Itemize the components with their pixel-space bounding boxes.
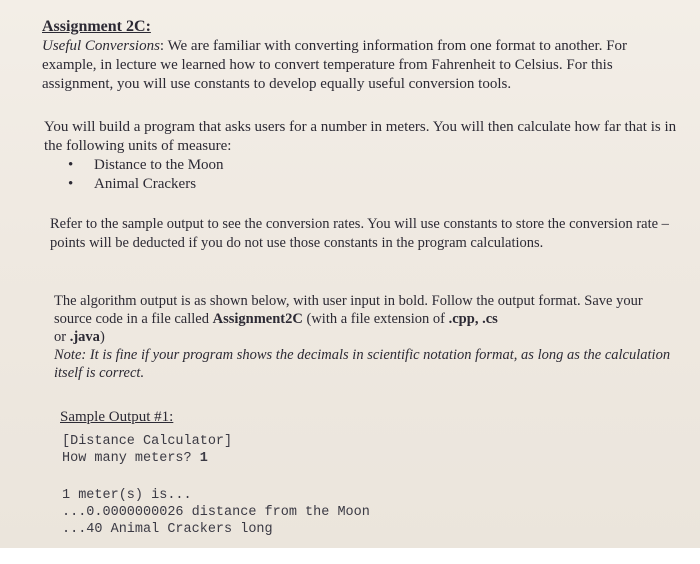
calculator-header: [Distance Calculator] — [62, 434, 233, 449]
intro-paragraph — [42, 37, 682, 94]
algorithm-text-2: (with a file extension of — [302, 311, 449, 327]
intro-text: : We are familiar with converting information from one format to another. For example, in lecture we learned how to convert temperature from Fahrenheit to Celsius. For this assignment, you will use constants to develop equally useful conversion tools. — [42, 38, 628, 92]
ext-java: .java — [69, 329, 100, 345]
ext-cpp: .cpp — [448, 311, 475, 327]
close-paren: ) — [99, 329, 105, 345]
crackers-line: ...40 Animal Crackers long — [62, 522, 273, 537]
meters-prompt: How many meters? — [62, 451, 200, 466]
list-item — [44, 156, 684, 175]
program-desc-text: You will build a program that asks users for a number in meters. You will then calculate how far that is in the following units of measure: — [44, 119, 677, 154]
algorithm-text-1: The algorithm output is as shown below, with user input in bold. Follow the output format. Save your source code in a file called — [54, 293, 643, 327]
meters-prompt-line — [62, 450, 232, 467]
program-description — [44, 118, 684, 194]
sample-output-label: Sample Output #1: — [60, 409, 174, 425]
constants-paragraph: Refer to the sample output to see the conversion rates. You will use constants to store the conversion rate – points will be deducted if you do not use those constants in the program calculations. — [50, 216, 669, 251]
ext-sep: , . — [474, 311, 486, 327]
list-item-text: Distance to the Moon — [94, 157, 224, 173]
list-item — [44, 175, 684, 194]
moon-line: ...0.0000000026 distance from the Moon — [62, 505, 370, 520]
sample-output-block-2 — [62, 487, 370, 538]
bullet-icon: • — [68, 157, 74, 173]
user-input: 1 — [199, 451, 208, 466]
ext-cs: cs — [485, 311, 498, 327]
algorithm-paragraph — [54, 292, 674, 382]
assignment-title: Assignment 2C: — [42, 18, 151, 35]
list-item-text: Animal Crackers — [94, 176, 197, 192]
algorithm-text-line2 — [54, 328, 674, 346]
filename: Assignment2C — [212, 311, 303, 327]
or-text: or — [54, 329, 70, 345]
algorithm-text — [54, 292, 674, 328]
result-line: 1 meter(s) is... — [62, 488, 192, 503]
bullet-icon: • — [68, 176, 74, 192]
intro-lead: Useful Conversions — [42, 38, 160, 54]
units-list — [44, 156, 684, 194]
sample-output-block-1 — [62, 433, 232, 467]
note-text: Note: It is fine if your program shows the decimals in scientific notation format, as long as the calculation itself is correct. — [54, 347, 671, 381]
